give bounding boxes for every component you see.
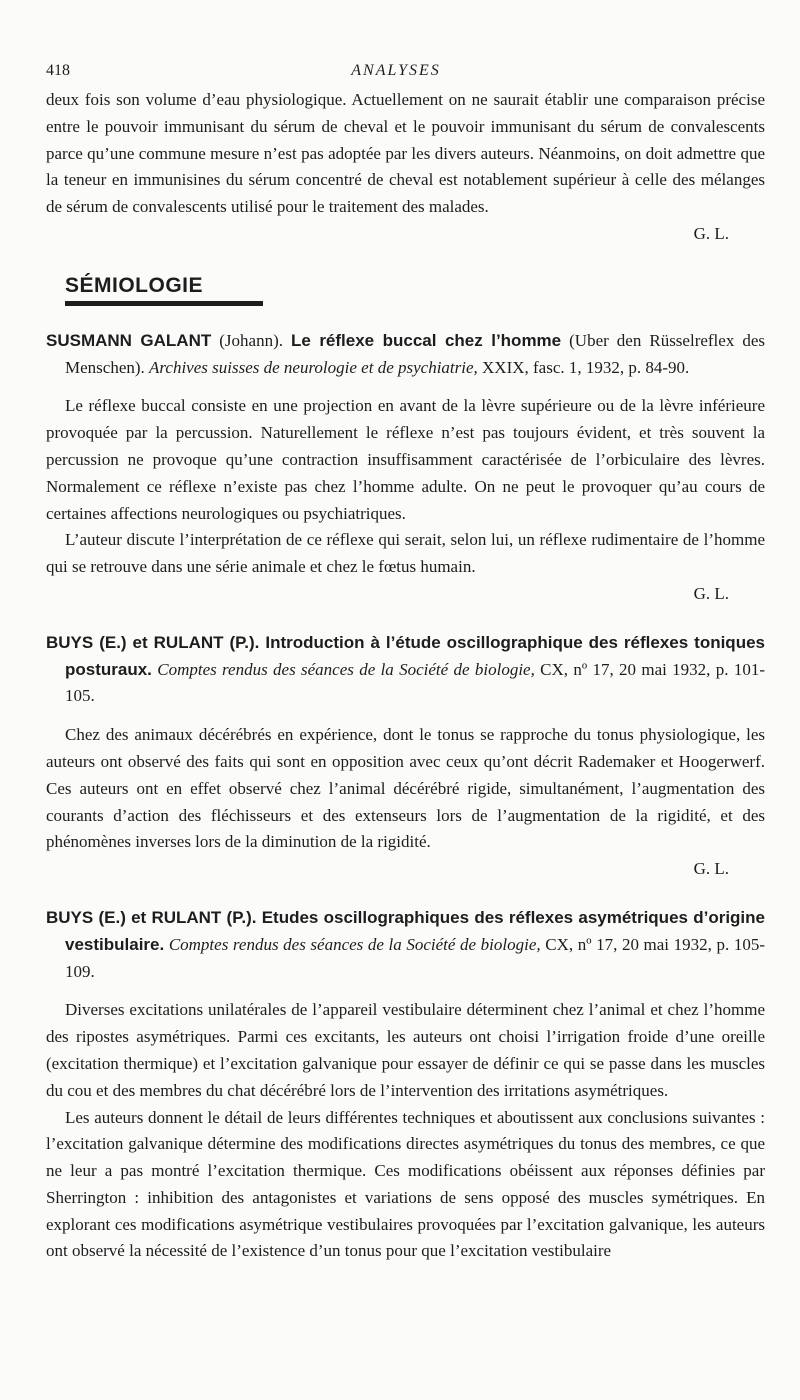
entry-paragraph: Diverses excitations unilatérales de l’appareil vestibulaire déterminent chez l’animal et chez l’homme des ripostes asymétriques. Parmi ces excitants, les auteurs ont choisi l’irrigation froide d’une oreille (excitation thermique) et l’excitation galvanique pour essayer de définir ce qui se passe dans les muscles du cou et des membres du chat décérébré lors de l’intervention des irritations asymétriques.: [46, 1000, 765, 1100]
entry-reference: [46, 630, 765, 710]
entry-paragraph: Les auteurs donnent le détail de leurs différentes techniques et aboutissent aux conclusions suivantes : l’excitation galvanique détermine des modifications directes asymétriques du tonus des membres, ce que ne leur a pas montré l’excitation thermique. Ces modifications obéissent aux réponses définies par Sherrington : inhibition des antagonistes et variations de sens opposé des muscles symétriques. En explorant ces modifications asymétrique vestibulaires provoquées par l’excitation galvanique, les auteurs ont observé la nécessité de l’existence d’un tonus pour que l’excitation vestibulaire: [46, 1107, 765, 1261]
entry-title: Le réflexe buccal chez l’homme: [291, 330, 562, 350]
intro-signature: G. L.: [693, 223, 729, 243]
entry-authors: SUSMANN GALANT: [46, 330, 212, 350]
section-title-underline: [65, 301, 263, 306]
page-number: 418: [46, 62, 70, 79]
intro-paragraph: deux fois son volume d’eau physiologique. Actuellement on ne saurait établir une comparaison précise entre le pouvoir immunisant du sérum de cheval et le pouvoir immunisant du sérum de convalescents parce qu’une commune mesure n’est pas adoptée par les divers auteurs. Néanmoins, on doit admettre que la teneur en immunisines du sérum concentré de cheval est notablement supérieur à celle des mélanges de sérum de convalescents utilisé pour le traitement des malades.: [46, 90, 765, 217]
page-header: [46, 62, 746, 82]
entry-citation: XXIX, fasc. 1, 1932, p. 84-90.: [477, 357, 690, 377]
entry-title: Introduction à l’étude oscillographique des réflexes toniques posturaux.: [65, 632, 765, 679]
entry-paragraph: Le réflexe buccal consiste en une projection en avant de la lèvre supérieure ou de la lèvre inférieure provoquée par la percussion. Naturellement le réflexe n’est pas toujours évident, et très souvent la percussion ne provoque qu’une contraction insuffisamment caractérisée de l’orbiculaire des lèvres. Normalement ce réflexe n’existe pas chez l’homme adulte. On ne peut le provoquer qu’au cours de certaines affections neurologiques ou psychiatriques.: [46, 396, 765, 523]
running-title: ANALYSES: [351, 62, 441, 79]
review-entry-3: [46, 905, 765, 1265]
entry-journal: Archives suisses de neurologie et de psychiatrie,: [149, 357, 478, 377]
entry-citation: CX, nº 17, 20 mai 1932, p. 105-109.: [65, 934, 765, 981]
entry-signature: G. L.: [693, 859, 729, 879]
entry-title: Etudes oscillographiques des réflexes asymétriques d’origine vestibulaire.: [65, 907, 765, 954]
review-entry-1: [46, 328, 765, 608]
section-title: SÉMIOLOGIE: [65, 273, 204, 297]
entry-author-detail: (Johann).: [211, 330, 291, 350]
entry-signature: G. L.: [693, 583, 729, 603]
entry-authors: BUYS (E.) et RULANT (P.).: [46, 632, 260, 652]
entry-paragraph: Chez des animaux décérébrés en expérience, dont le tonus se rapproche du tonus physiologique, les auteurs ont observé des faits qui sont en opposition avec ceux qu’ont décrit Rademaker et Hoogerwerf. Ces auteurs ont en effet observé chez l’animal décérébré rigide, simultanément, l’augmentation des courants d’action des fléchisseurs et des extenseurs lors de l’augmentation de la rigidité, et des phénomènes inverses lors de la diminution de la rigidité.: [46, 725, 765, 852]
entry-authors: BUYS (E.) et RULANT (P.).: [46, 907, 257, 927]
entry-reference: [46, 905, 765, 985]
entry-journal: Comptes rendus des séances de la Société de biologie,: [164, 934, 541, 954]
entry-citation: CX, nº 17, 20 mai 1932, p. 101-105.: [65, 659, 765, 706]
entry-original-title: (Uber den Rüsselreflex des Menschen).: [65, 330, 765, 377]
review-entry-2: [46, 630, 765, 883]
entry-paragraph: L’auteur discute l’interprétation de ce réflexe qui serait, selon lui, un réflexe rudimentaire de l’homme qui se retrouve dans une série animale et chez le fœtus humain.: [46, 530, 765, 577]
entry-reference: [46, 328, 765, 382]
page-content: [46, 87, 765, 1265]
entry-journal: Comptes rendus des séances de la Société de biologie,: [151, 659, 535, 679]
